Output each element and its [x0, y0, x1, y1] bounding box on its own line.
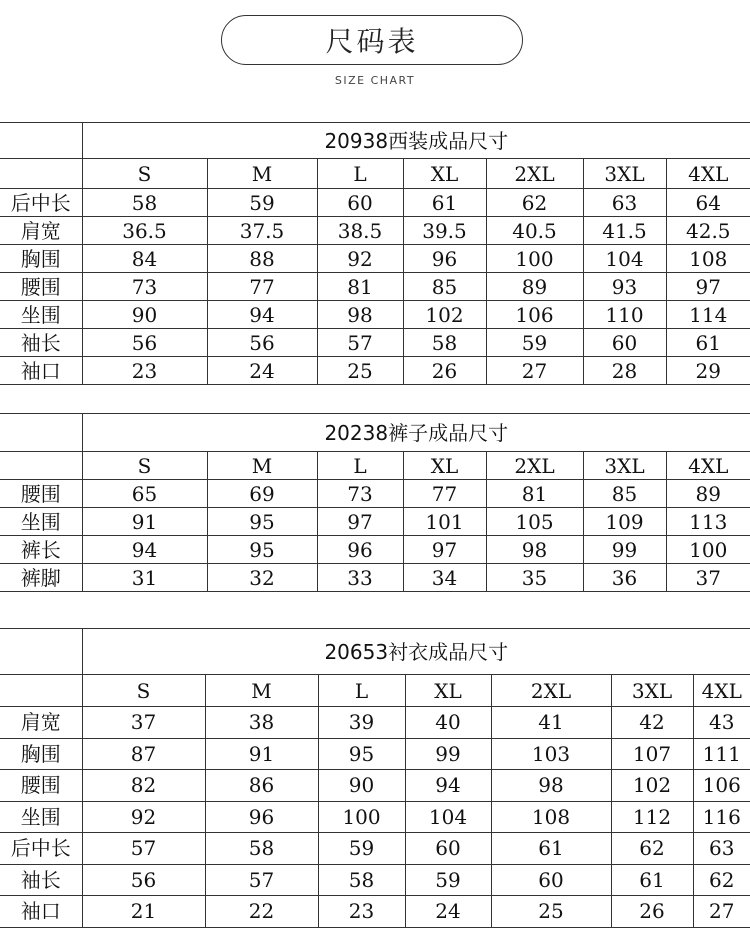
measurement-cell: 82 [82, 770, 205, 802]
measurement-cell: 56 [82, 329, 207, 357]
measurement-cell: 81 [317, 273, 403, 301]
measurement-cell: 96 [317, 536, 403, 564]
measurement-cell: 22 [205, 896, 318, 928]
measurement-cell: 81 [486, 480, 583, 508]
table-row [0, 564, 750, 592]
measurement-cell: 60 [405, 833, 491, 865]
measurement-cell: 73 [317, 480, 403, 508]
measurement-cell: 88 [207, 245, 317, 273]
measurement-cell: 57 [317, 329, 403, 357]
measurement-cell: 58 [205, 833, 318, 865]
measurement-cell: 92 [82, 801, 205, 833]
table-title-row [0, 629, 750, 675]
measurement-cell: 102 [403, 301, 486, 329]
measurement-cell: 64 [666, 189, 750, 217]
measurement-cell: 90 [82, 301, 207, 329]
row-label: 袖口 [0, 896, 82, 928]
measurement-cell: 24 [405, 896, 491, 928]
measurement-cell: 59 [486, 329, 583, 357]
measurement-cell: 21 [82, 896, 205, 928]
measurement-cell: 61 [666, 329, 750, 357]
measurement-cell: 92 [317, 245, 403, 273]
table-row [0, 738, 750, 770]
size-header-m: M [205, 675, 318, 707]
measurement-cell: 58 [82, 189, 207, 217]
measurement-cell: 63 [693, 833, 750, 865]
measurement-cell: 97 [666, 273, 750, 301]
table-title: 20238裤子成品尺寸 [82, 414, 750, 452]
measurement-cell: 101 [403, 508, 486, 536]
measurement-cell: 27 [693, 896, 750, 928]
measurement-cell: 107 [611, 738, 693, 770]
table-title-row [0, 414, 750, 452]
row-label: 胸围 [0, 245, 82, 273]
row-label: 坐围 [0, 801, 82, 833]
measurement-cell: 40.5 [486, 217, 583, 245]
measurement-cell: 65 [82, 480, 207, 508]
row-label: 袖口 [0, 357, 82, 385]
row-label: 肩宽 [0, 707, 82, 739]
measurement-cell: 110 [583, 301, 666, 329]
table-title: 20938西装成品尺寸 [82, 123, 750, 159]
measurement-cell: 56 [207, 329, 317, 357]
measurement-cell: 59 [405, 864, 491, 896]
measurement-cell: 38 [205, 707, 318, 739]
size-header-2xl: 2XL [491, 675, 611, 707]
measurement-cell: 93 [583, 273, 666, 301]
measurement-cell: 43 [693, 707, 750, 739]
measurement-cell: 41.5 [583, 217, 666, 245]
table-row [0, 329, 750, 357]
page-title: 尺码表 [325, 25, 419, 58]
measurement-cell: 39 [318, 707, 405, 739]
measurement-cell: 26 [611, 896, 693, 928]
measurement-cell: 97 [317, 508, 403, 536]
measurement-cell: 85 [403, 273, 486, 301]
page-subtitle: SIZE CHART [334, 74, 416, 87]
size-header-row [0, 452, 750, 480]
measurement-cell: 89 [486, 273, 583, 301]
measurement-cell: 91 [82, 508, 207, 536]
measurement-cell: 77 [403, 480, 486, 508]
size-header-l: L [317, 452, 403, 480]
row-label: 坐围 [0, 301, 82, 329]
table-row [0, 217, 750, 245]
measurement-cell: 95 [318, 738, 405, 770]
measurement-cell: 42.5 [666, 217, 750, 245]
table-row [0, 273, 750, 301]
measurement-cell: 98 [491, 770, 611, 802]
measurement-cell: 60 [583, 329, 666, 357]
measurement-cell: 59 [318, 833, 405, 865]
measurement-cell: 104 [405, 801, 491, 833]
measurement-cell: 99 [405, 738, 491, 770]
measurement-cell: 99 [583, 536, 666, 564]
row-label: 裤长 [0, 536, 82, 564]
measurement-cell: 104 [583, 245, 666, 273]
header-corner-cell [0, 675, 82, 707]
pants-size-table [0, 413, 750, 592]
table-corner-cell [0, 629, 82, 675]
row-label: 胸围 [0, 738, 82, 770]
measurement-cell: 90 [318, 770, 405, 802]
size-chart-header [221, 15, 523, 65]
measurement-cell: 26 [403, 357, 486, 385]
size-header-m: M [207, 452, 317, 480]
shirt-size-table [0, 628, 750, 928]
measurement-cell: 25 [317, 357, 403, 385]
size-header-3xl: 3XL [611, 675, 693, 707]
measurement-cell: 60 [317, 189, 403, 217]
measurement-cell: 105 [486, 508, 583, 536]
size-header-4xl: 4XL [666, 159, 750, 189]
measurement-cell: 100 [666, 536, 750, 564]
measurement-cell: 98 [486, 536, 583, 564]
measurement-cell: 62 [693, 864, 750, 896]
size-header-m: M [207, 159, 317, 189]
size-header-3xl: 3XL [583, 452, 666, 480]
measurement-cell: 37 [666, 564, 750, 592]
measurement-cell: 23 [82, 357, 207, 385]
measurement-cell: 113 [666, 508, 750, 536]
measurement-cell: 27 [486, 357, 583, 385]
measurement-cell: 61 [611, 864, 693, 896]
table-row [0, 245, 750, 273]
measurement-cell: 57 [205, 864, 318, 896]
row-label: 袖长 [0, 329, 82, 357]
size-header-l: L [318, 675, 405, 707]
size-header-xl: XL [403, 452, 486, 480]
table-row [0, 864, 750, 896]
measurement-cell: 36 [583, 564, 666, 592]
measurement-cell: 108 [491, 801, 611, 833]
measurement-cell: 58 [403, 329, 486, 357]
table-corner-cell [0, 414, 82, 452]
measurement-cell: 114 [666, 301, 750, 329]
row-label: 腰围 [0, 480, 82, 508]
measurement-cell: 61 [491, 833, 611, 865]
table-row [0, 801, 750, 833]
measurement-cell: 86 [205, 770, 318, 802]
measurement-cell: 108 [666, 245, 750, 273]
row-label: 后中长 [0, 833, 82, 865]
size-header-row [0, 159, 750, 189]
measurement-cell: 40 [405, 707, 491, 739]
measurement-cell: 98 [317, 301, 403, 329]
measurement-cell: 37.5 [207, 217, 317, 245]
measurement-cell: 116 [693, 801, 750, 833]
size-header-s: S [82, 159, 207, 189]
measurement-cell: 61 [403, 189, 486, 217]
measurement-cell: 23 [318, 896, 405, 928]
measurement-cell: 57 [82, 833, 205, 865]
size-header-s: S [82, 675, 205, 707]
measurement-cell: 96 [205, 801, 318, 833]
size-header-3xl: 3XL [583, 159, 666, 189]
measurement-cell: 111 [693, 738, 750, 770]
measurement-cell: 58 [318, 864, 405, 896]
measurement-cell: 56 [82, 864, 205, 896]
table-corner-cell [0, 123, 82, 159]
table-row [0, 480, 750, 508]
table-row [0, 707, 750, 739]
row-label: 腰围 [0, 770, 82, 802]
measurement-cell: 59 [207, 189, 317, 217]
measurement-cell: 28 [583, 357, 666, 385]
measurement-cell: 42 [611, 707, 693, 739]
measurement-cell: 31 [82, 564, 207, 592]
measurement-cell: 94 [405, 770, 491, 802]
measurement-cell: 35 [486, 564, 583, 592]
measurement-cell: 39.5 [403, 217, 486, 245]
measurement-cell: 97 [403, 536, 486, 564]
measurement-cell: 32 [207, 564, 317, 592]
row-label: 肩宽 [0, 217, 82, 245]
measurement-cell: 25 [491, 896, 611, 928]
size-header-4xl: 4XL [666, 452, 750, 480]
table-row [0, 536, 750, 564]
row-label: 坐围 [0, 508, 82, 536]
table-row [0, 357, 750, 385]
measurement-cell: 77 [207, 273, 317, 301]
suit-size-table [0, 122, 750, 385]
size-header-s: S [82, 452, 207, 480]
measurement-cell: 62 [486, 189, 583, 217]
measurement-cell: 106 [693, 770, 750, 802]
measurement-cell: 62 [611, 833, 693, 865]
measurement-cell: 24 [207, 357, 317, 385]
measurement-cell: 112 [611, 801, 693, 833]
measurement-cell: 94 [82, 536, 207, 564]
measurement-cell: 100 [318, 801, 405, 833]
measurement-cell: 96 [403, 245, 486, 273]
size-header-xl: XL [403, 159, 486, 189]
measurement-cell: 103 [491, 738, 611, 770]
measurement-cell: 106 [486, 301, 583, 329]
measurement-cell: 84 [82, 245, 207, 273]
row-label: 后中长 [0, 189, 82, 217]
table-row [0, 896, 750, 928]
header-corner-cell [0, 452, 82, 480]
table-title-row [0, 123, 750, 159]
measurement-cell: 36.5 [82, 217, 207, 245]
measurement-cell: 60 [491, 864, 611, 896]
measurement-cell: 94 [207, 301, 317, 329]
table-row [0, 508, 750, 536]
table-row [0, 770, 750, 802]
measurement-cell: 63 [583, 189, 666, 217]
measurement-cell: 100 [486, 245, 583, 273]
measurement-cell: 95 [207, 508, 317, 536]
measurement-cell: 29 [666, 357, 750, 385]
size-header-l: L [317, 159, 403, 189]
measurement-cell: 91 [205, 738, 318, 770]
row-label: 腰围 [0, 273, 82, 301]
size-header-2xl: 2XL [486, 159, 583, 189]
measurement-cell: 73 [82, 273, 207, 301]
measurement-cell: 34 [403, 564, 486, 592]
measurement-cell: 69 [207, 480, 317, 508]
table-row [0, 833, 750, 865]
measurement-cell: 89 [666, 480, 750, 508]
size-header-row [0, 675, 750, 707]
row-label: 裤脚 [0, 564, 82, 592]
size-header-4xl: 4XL [693, 675, 750, 707]
row-label: 袖长 [0, 864, 82, 896]
size-header-xl: XL [405, 675, 491, 707]
measurement-cell: 38.5 [317, 217, 403, 245]
header-corner-cell [0, 159, 82, 189]
measurement-cell: 95 [207, 536, 317, 564]
measurement-cell: 33 [317, 564, 403, 592]
measurement-cell: 102 [611, 770, 693, 802]
measurement-cell: 85 [583, 480, 666, 508]
table-title: 20653衬衣成品尺寸 [82, 629, 750, 675]
table-row [0, 189, 750, 217]
measurement-cell: 37 [82, 707, 205, 739]
table-row [0, 301, 750, 329]
measurement-cell: 87 [82, 738, 205, 770]
size-header-2xl: 2XL [486, 452, 583, 480]
measurement-cell: 109 [583, 508, 666, 536]
measurement-cell: 41 [491, 707, 611, 739]
